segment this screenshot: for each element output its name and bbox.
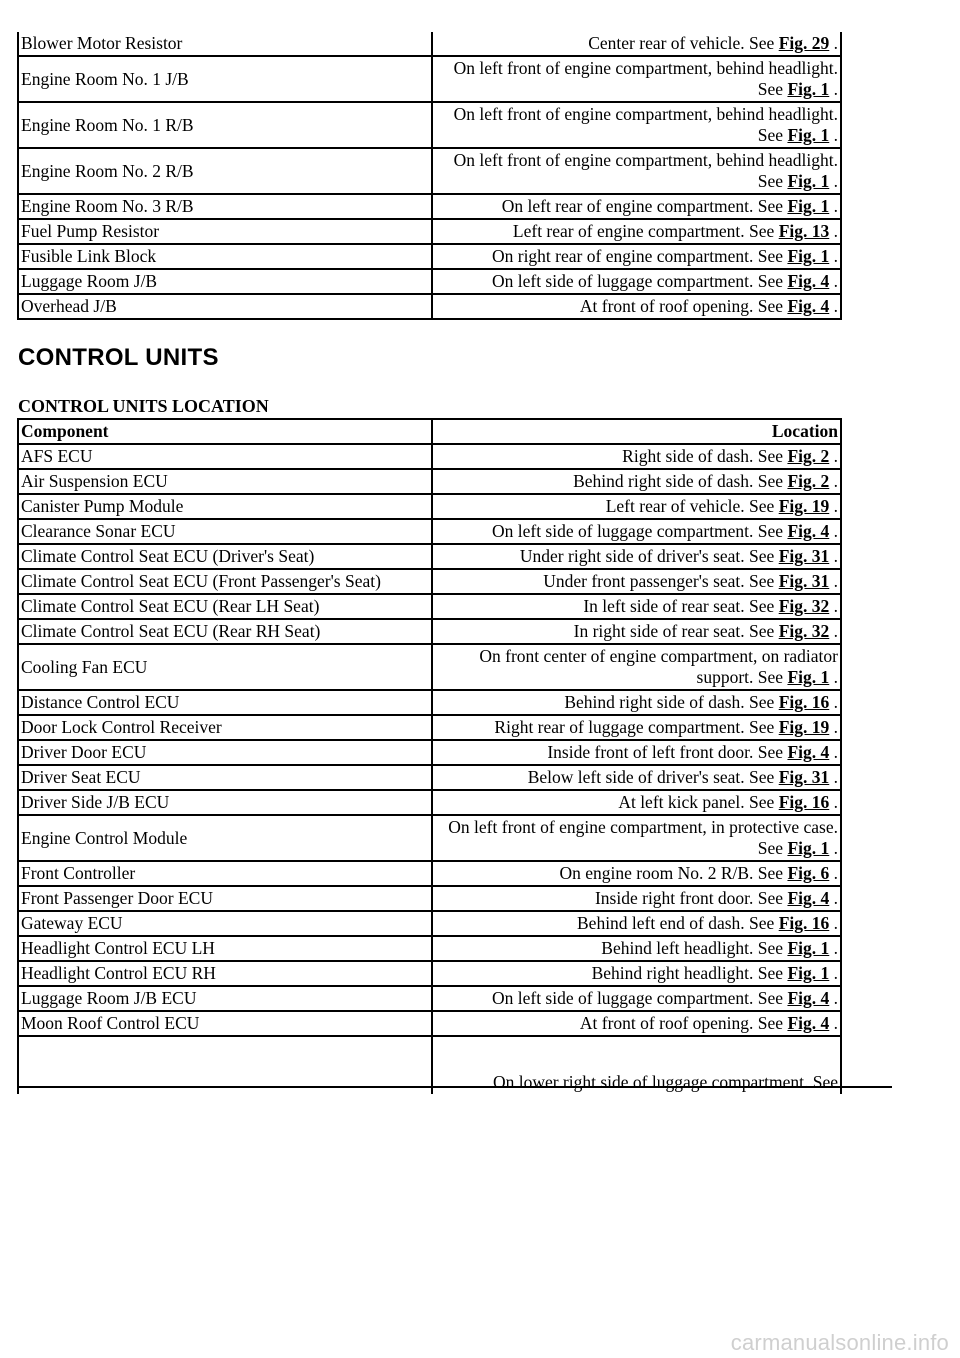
location-cell: [432, 469, 841, 494]
location-text: Left rear of engine compartment. See: [512, 221, 779, 241]
location-text: On left front of engine compartment, in protective case. See: [448, 817, 838, 858]
header-component: Component: [18, 419, 432, 444]
figure-link[interactable]: Fig. 1: [787, 79, 830, 99]
figure-link[interactable]: Fig. 6: [787, 863, 830, 883]
component-cell: Fuel Pump Resistor: [18, 219, 432, 244]
location-cell: [432, 986, 841, 1011]
table-row: [18, 494, 841, 519]
component-cell: Luggage Room J/B ECU: [18, 986, 432, 1011]
table-row: [18, 32, 841, 56]
location-end: .: [829, 521, 838, 541]
location-cell: [432, 294, 841, 319]
location-end: .: [829, 838, 838, 858]
location-text: Behind left end of dash. See: [577, 913, 779, 933]
location-cell: [432, 644, 841, 690]
figure-link[interactable]: Fig. 1: [787, 125, 830, 145]
location-text: On left front of engine compartment, behind headlight. See: [453, 104, 838, 145]
location-cell: [432, 594, 841, 619]
component-cell: Climate Control Seat ECU (Rear LH Seat): [18, 594, 432, 619]
location-cell: [432, 56, 841, 102]
table-row: [18, 961, 841, 986]
location-end: .: [829, 888, 838, 908]
location-end: .: [829, 1013, 838, 1033]
table-row: [18, 619, 841, 644]
table-row: [18, 911, 841, 936]
location-cell: [432, 936, 841, 961]
location-cell: [432, 244, 841, 269]
page-divider: [17, 1086, 892, 1088]
location-text: Below left side of driver's seat. See: [527, 767, 779, 787]
figure-link[interactable]: Fig. 31: [778, 546, 830, 566]
location-text: On front center of engine compartment, on radiator support. See: [479, 646, 838, 687]
location-text: Behind right headlight. See: [591, 963, 788, 983]
component-cell: Gateway ECU: [18, 911, 432, 936]
figure-link[interactable]: Fig. 1: [787, 196, 830, 216]
figure-link[interactable]: Fig. 29: [778, 33, 830, 53]
location-cell: [432, 961, 841, 986]
table-row: [18, 219, 841, 244]
table-row: [18, 886, 841, 911]
location-cell: [432, 102, 841, 148]
location-end: .: [829, 742, 838, 762]
location-cell: [432, 494, 841, 519]
figure-link[interactable]: Fig. 16: [778, 913, 830, 933]
figure-link[interactable]: Fig. 19: [778, 496, 830, 516]
figure-link[interactable]: Fig. 31: [778, 767, 830, 787]
figure-link[interactable]: Fig. 1: [787, 246, 830, 266]
component-cell: Headlight Control ECU LH: [18, 936, 432, 961]
figure-link[interactable]: Fig. 1: [787, 667, 830, 687]
table-row: [18, 594, 841, 619]
component-cell: Engine Room No. 1 J/B: [18, 56, 432, 102]
location-text: Behind left headlight. See: [601, 938, 788, 958]
location-cell: [432, 1011, 841, 1036]
location-end: .: [829, 196, 838, 216]
location-end: .: [829, 596, 838, 616]
location-text: On lower right side of luggage compartment. See: [492, 1072, 838, 1092]
figure-link[interactable]: Fig. 2: [787, 471, 830, 491]
figure-link[interactable]: Fig. 4: [787, 742, 830, 762]
location-text: Left rear of vehicle. See: [605, 496, 779, 516]
table-row: [18, 544, 841, 569]
component-cell: Driver Door ECU: [18, 740, 432, 765]
location-cell: [432, 690, 841, 715]
figure-link[interactable]: Fig. 4: [787, 888, 830, 908]
table-row: [18, 715, 841, 740]
table-row: [18, 740, 841, 765]
table-row: [18, 444, 841, 469]
location-text: On left side of luggage compartment. See: [491, 988, 788, 1008]
component-cell: Luggage Room J/B: [18, 269, 432, 294]
figure-link[interactable]: Fig. 19: [778, 717, 830, 737]
table-row: [18, 936, 841, 961]
component-cell: Cooling Fan ECU: [18, 644, 432, 690]
table-caption: CONTROL UNITS LOCATION: [18, 396, 269, 416]
location-cell: [432, 269, 841, 294]
table-row: [18, 861, 841, 886]
location-text: On right rear of engine compartment. See: [491, 246, 788, 266]
figure-link[interactable]: Fig. 4: [787, 1013, 830, 1033]
location-text: Under right side of driver's seat. See: [519, 546, 779, 566]
location-end: .: [829, 571, 838, 591]
figure-link[interactable]: Fig. 13: [778, 221, 830, 241]
location-text: In left side of rear seat. See: [583, 596, 779, 616]
location-text: Inside front of left front door. See: [547, 742, 788, 762]
watermark: carmanualsonline.info: [730, 1330, 949, 1355]
table-row: [18, 765, 841, 790]
figure-link[interactable]: Fig. 1: [787, 963, 830, 983]
table-row: [18, 469, 841, 494]
table-row: [18, 569, 841, 594]
location-end: .: [829, 717, 838, 737]
table-row: [18, 690, 841, 715]
table-row: [18, 294, 841, 319]
location-end: .: [829, 471, 838, 491]
component-cell: Front Controller: [18, 861, 432, 886]
location-end: .: [829, 296, 838, 316]
location-cell: [432, 219, 841, 244]
location-cell: [432, 815, 841, 861]
table-row: [18, 244, 841, 269]
component-cell: Engine Room No. 2 R/B: [18, 148, 432, 194]
location-text: Under front passenger's seat. See: [543, 571, 779, 591]
location-text: On left front of engine compartment, behind headlight. See: [453, 150, 838, 191]
location-text: Inside right front door. See: [594, 888, 788, 908]
figure-link[interactable]: Fig. 32: [778, 596, 830, 616]
figure-link[interactable]: Fig. 31: [778, 571, 830, 591]
component-cell: Driver Side J/B ECU: [18, 790, 432, 815]
location-text: At left kick panel. See: [618, 792, 779, 812]
figure-link[interactable]: Fig. 4: [787, 271, 830, 291]
location-end: .: [829, 792, 838, 812]
location-end: .: [829, 863, 838, 883]
location-text: Right side of dash. See: [622, 446, 788, 466]
location-end: .: [829, 988, 838, 1008]
location-end: .: [829, 446, 838, 466]
location-end: .: [829, 667, 838, 687]
table-row: [18, 102, 841, 148]
location-end: .: [829, 963, 838, 983]
figure-link[interactable]: Fig. 16: [778, 692, 830, 712]
location-cell: [432, 861, 841, 886]
location-text: On engine room No. 2 R/B. See: [559, 863, 788, 883]
table-row: [18, 56, 841, 102]
section-heading: CONTROL UNITS: [18, 344, 219, 371]
table-row: [18, 986, 841, 1011]
component-cell: Engine Room No. 3 R/B: [18, 194, 432, 219]
location-cell: [432, 619, 841, 644]
component-cell: Overhead J/B: [18, 294, 432, 319]
upper-location-table: [17, 32, 842, 320]
location-cell: [432, 886, 841, 911]
location-end: .: [829, 125, 838, 145]
location-text: At front of roof opening. See: [579, 1013, 788, 1033]
component-cell: Door Lock Control Receiver: [18, 715, 432, 740]
component-cell: Fusible Link Block: [18, 244, 432, 269]
location-cell: [432, 765, 841, 790]
location-end: .: [829, 496, 838, 516]
location-end: .: [829, 546, 838, 566]
table-row: [18, 644, 841, 690]
table-row: [18, 194, 841, 219]
table-header-row: [18, 419, 841, 444]
table-row: [18, 815, 841, 861]
component-cell: Engine Room No. 1 R/B: [18, 102, 432, 148]
component-cell: Front Passenger Door ECU: [18, 886, 432, 911]
location-cell: [432, 911, 841, 936]
table-row: [18, 519, 841, 544]
component-cell: Climate Control Seat ECU (Rear RH Seat): [18, 619, 432, 644]
location-end: .: [829, 271, 838, 291]
figure-link[interactable]: Fig. 1: [787, 838, 830, 858]
location-text: At front of roof opening. See: [579, 296, 788, 316]
location-end: .: [829, 767, 838, 787]
location-end: .: [829, 938, 838, 958]
table-row: [18, 269, 841, 294]
figure-link[interactable]: Fig. 4: [787, 988, 830, 1008]
location-end: .: [829, 692, 838, 712]
location-text: On left front of engine compartment, behind headlight. See: [453, 58, 838, 99]
table-row: [18, 1011, 841, 1036]
location-cell: [432, 715, 841, 740]
figure-link[interactable]: Fig. 4: [787, 296, 830, 316]
location-cell: [432, 519, 841, 544]
component-cell: Blower Motor Resistor: [18, 32, 432, 56]
location-end: .: [829, 171, 838, 191]
location-cell: [432, 32, 841, 56]
location-cell: [432, 740, 841, 765]
component-cell: Distance Control ECU: [18, 690, 432, 715]
location-end: .: [829, 621, 838, 641]
header-location: Location: [432, 419, 841, 444]
figure-link[interactable]: Fig. 4: [787, 521, 830, 541]
location-end: .: [829, 221, 838, 241]
location-text: On left rear of engine compartment. See: [501, 196, 788, 216]
component-cell: Canister Pump Module: [18, 494, 432, 519]
location-cell: [432, 148, 841, 194]
location-end: .: [829, 33, 838, 53]
location-text: Right rear of luggage compartment. See: [494, 717, 779, 737]
location-text: In right side of rear seat. See: [573, 621, 779, 641]
location-end: .: [829, 913, 838, 933]
component-cell: Clearance Sonar ECU: [18, 519, 432, 544]
figure-link[interactable]: Fig. 32: [778, 621, 830, 641]
component-cell: Climate Control Seat ECU (Driver's Seat): [18, 544, 432, 569]
table-row: [18, 790, 841, 815]
table-row: [18, 148, 841, 194]
location-text: Center rear of vehicle. See: [588, 33, 779, 53]
location-cell: [432, 194, 841, 219]
location-cell: [432, 569, 841, 594]
component-cell: AFS ECU: [18, 444, 432, 469]
control-units-table: [17, 418, 842, 1094]
location-text: On left side of luggage compartment. See: [491, 521, 788, 541]
component-cell: Driver Seat ECU: [18, 765, 432, 790]
location-end: .: [829, 79, 838, 99]
location-text: On left side of luggage compartment. See: [491, 271, 788, 291]
location-cell: [432, 544, 841, 569]
component-cell: Moon Roof Control ECU: [18, 1011, 432, 1036]
location-end: .: [829, 246, 838, 266]
location-cell: [432, 790, 841, 815]
location-cell: [432, 444, 841, 469]
figure-link[interactable]: Fig. 1: [787, 171, 830, 191]
figure-link[interactable]: Fig. 16: [778, 792, 830, 812]
location-text: Behind right side of dash. See: [564, 692, 779, 712]
figure-link[interactable]: Fig. 2: [787, 446, 830, 466]
component-cell: Engine Control Module: [18, 815, 432, 861]
location-text: Behind right side of dash. See: [573, 471, 788, 491]
component-cell: Headlight Control ECU RH: [18, 961, 432, 986]
component-cell: Air Suspension ECU: [18, 469, 432, 494]
figure-link[interactable]: Fig. 1: [787, 938, 830, 958]
component-cell: Climate Control Seat ECU (Front Passenger's Seat): [18, 569, 432, 594]
